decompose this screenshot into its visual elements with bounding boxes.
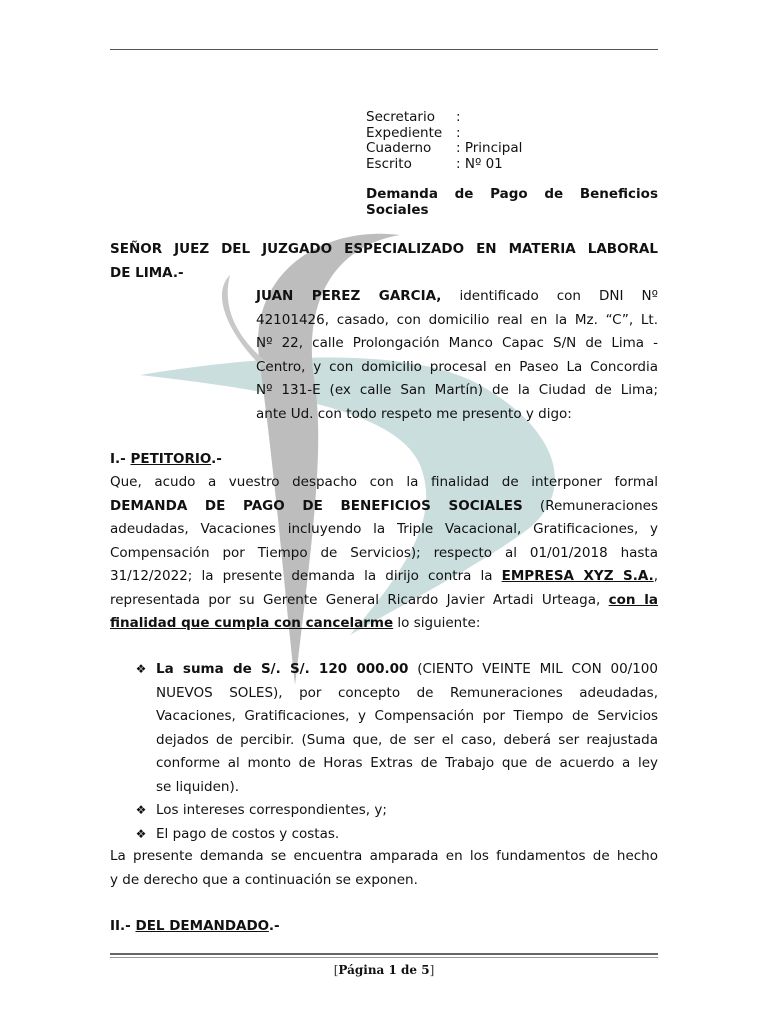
paragraph-text: 31/12/2022; la presente demanda la dirijo contra la <box>110 568 502 584</box>
section-heading-petitorio <box>110 451 222 467</box>
demand-title <box>366 186 658 218</box>
claim-amount: La suma de S/. S/. 120 000.00 <box>156 661 409 677</box>
case-info <box>366 110 658 172</box>
intro-line: ante Ud. con todo respeto me presento y digo: <box>256 405 572 422</box>
paragraph-line: Que, acudo a vuestro despacho con la finalidad de interponer formal <box>110 474 658 490</box>
case-info-label: Cuaderno <box>366 140 432 156</box>
diamond-bullet-icon: ❖ <box>135 826 147 841</box>
emphasis-text: con la <box>608 591 658 608</box>
section-suffix: .- <box>268 918 280 934</box>
plaintiff-intro <box>256 285 658 426</box>
diamond-bullet-icon: ❖ <box>135 803 147 817</box>
paragraph-line: La presente demanda se encuentra amparada en los fundamentos de hecho <box>110 848 658 864</box>
page-number: Página 1 de 5 <box>338 963 430 977</box>
footer-rule <box>110 953 658 955</box>
case-info-row-escrito <box>366 157 658 173</box>
demand-title-line1: Demanda de Pago de Beneficios <box>366 186 658 202</box>
paragraph-text: representada por su Gerente General Ricardo Javier Artadi Urteaga, <box>110 591 609 608</box>
paragraph-text: (Remuneraciones <box>522 497 659 514</box>
list-line: Vacaciones, Gratificaciones, y Compensación por Tiempo de Servicios <box>156 708 658 724</box>
intro-text: identificado con DNI Nº <box>441 288 659 304</box>
section-number: II.- <box>110 918 136 934</box>
paragraph-line <box>110 612 658 636</box>
paragraph-line: Compensación por Tiempo de Servicios); respecto al 01/01/2018 hasta <box>110 544 658 561</box>
intro-line: Nº 131-E (ex calle San Martín) de la Ciudad de Lima; <box>256 382 658 398</box>
footer-bracket: [ <box>333 963 339 977</box>
paragraph-line <box>110 565 658 589</box>
plaintiff-name: JUAN PEREZ GARCIA, <box>256 288 442 304</box>
paragraph-line <box>110 589 658 613</box>
section-suffix: .- <box>211 451 222 467</box>
header-rule <box>110 49 658 50</box>
case-info-row-secretario <box>366 110 658 126</box>
case-info-value: : <box>456 124 461 141</box>
demand-type: DEMANDA DE PAGO DE BENEFICIOS SOCIALES <box>110 497 523 514</box>
judge-address <box>110 238 658 285</box>
paragraph-text: lo siguiente: <box>393 615 481 631</box>
judge-line2: DE LIMA.- <box>110 264 184 281</box>
petitorio-paragraph <box>110 471 658 636</box>
list-item <box>110 823 658 847</box>
paragraph-text: , <box>653 568 658 584</box>
case-info-row-cuaderno <box>366 141 658 157</box>
case-info-label: Escrito <box>366 155 412 172</box>
case-info-row-expediente <box>366 126 658 142</box>
section-title: DEL DEMANDADO <box>135 918 269 934</box>
intro-line: Nº 22, calle Prolongación Manco Capac S/N de Lima - <box>256 335 658 351</box>
list-line <box>156 658 658 682</box>
case-info-label: Secretario <box>366 109 435 125</box>
claims-list <box>110 658 658 846</box>
section-number: I.- <box>110 451 131 467</box>
emphasis-text: finalidad que cumpla con cancelarme <box>110 615 394 631</box>
paragraph-line: y de derecho que a continuación se exponen. <box>110 871 418 888</box>
diamond-bullet-icon: ❖ <box>135 662 147 676</box>
list-line: NUEVOS SOLES), por concepto de Remuneraciones adeudadas, <box>156 684 658 701</box>
defendant-company: EMPRESA XYZ S.A. <box>501 568 654 584</box>
paragraph-line <box>110 495 658 519</box>
case-info-value: : Nº 01 <box>456 155 503 172</box>
intro-line: 42101426, casado, con domicilio real en la Mz. “C”, Lt. <box>256 311 658 328</box>
case-info-value: : Principal <box>456 140 523 156</box>
section-title: PETITORIO <box>130 451 212 467</box>
intro-line: Centro, y con domicilio procesal en Paseo La Concordia <box>256 358 658 375</box>
judge-line1: SEÑOR JUEZ DEL JUZGADO ESPECIALIZADO EN MATERIA LABORAL <box>110 241 658 257</box>
list-line: dejados de percibir. (Suma que, de ser el caso, deberá ser reajustada <box>156 731 658 748</box>
intro-line <box>256 285 658 309</box>
footer-rule <box>110 957 658 958</box>
list-text: El pago de costos y costas. <box>156 825 340 842</box>
paragraph-line: adeudadas, Vacaciones incluyendo la Triple Vacacional, Gratificaciones, y <box>110 521 658 537</box>
list-item <box>110 799 658 823</box>
list-text: Los intereses correspondientes, y; <box>156 802 387 818</box>
list-line: se liquiden). <box>156 778 239 795</box>
list-line: conforme al monto de Horas Extras de Trabajo que de acuerdo a ley <box>156 755 658 771</box>
demand-title-line2: Sociales <box>366 202 429 218</box>
closing-paragraph <box>110 845 658 892</box>
case-info-label: Expediente <box>366 124 443 141</box>
list-item <box>110 658 658 799</box>
section-heading-demandado <box>110 918 280 934</box>
list-text: (CIENTO VEINTE MIL CON 00/100 <box>408 661 658 677</box>
case-info-value: : <box>456 109 461 125</box>
page-footer <box>0 963 768 977</box>
footer-bracket: ] <box>429 963 435 977</box>
